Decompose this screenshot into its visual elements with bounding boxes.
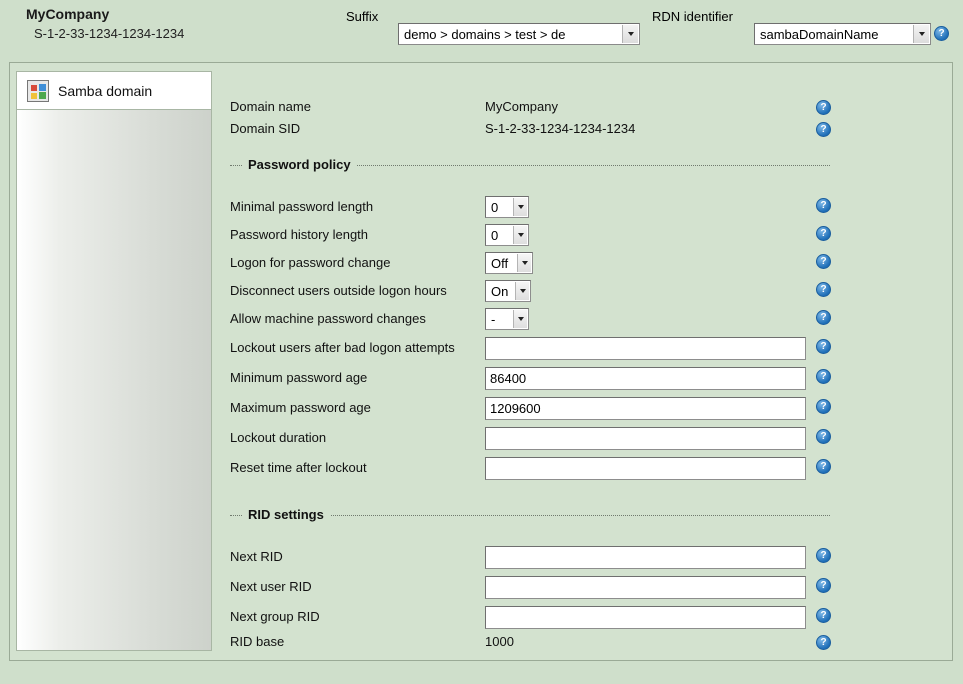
help-icon[interactable]: ? (816, 548, 831, 563)
max-password-age-input[interactable] (485, 397, 806, 420)
chevron-down-icon[interactable] (622, 25, 638, 43)
password-history-select[interactable] (485, 224, 529, 246)
domain-sid-subtitle: S-1-2-33-1234-1234-1234 (34, 26, 185, 41)
help-icon[interactable]: ? (816, 198, 831, 213)
next-group-rid-input[interactable] (485, 606, 806, 629)
next-rid-input[interactable] (485, 546, 806, 569)
tab-column-body (16, 109, 212, 651)
chevron-down-icon[interactable] (515, 282, 529, 300)
domain-name-value: MyCompany (485, 99, 558, 114)
lockout-duration-input[interactable] (485, 427, 806, 450)
min-password-length-select[interactable] (485, 196, 529, 218)
window-header (8, 6, 955, 54)
tab-samba-domain[interactable] (16, 71, 212, 109)
windows-icon (27, 80, 49, 102)
next-group-rid-label: Next group RID (230, 609, 320, 624)
lockout-duration-label: Lockout duration (230, 430, 327, 445)
section-rid-settings-label: RID settings (242, 507, 330, 522)
help-icon[interactable]: ? (816, 399, 831, 414)
section-rid-settings (230, 508, 830, 522)
section-password-policy-label: Password policy (242, 157, 357, 172)
logon-for-password-change-label: Logon for password change (230, 255, 391, 270)
rdn-identifier-label: RDN identifier (652, 9, 733, 24)
tab-column (16, 71, 212, 651)
help-icon[interactable]: ? (816, 429, 831, 444)
page-title: MyCompany (26, 6, 110, 22)
disconnect-users-label: Disconnect users outside logon hours (230, 283, 447, 298)
next-user-rid-input[interactable] (485, 576, 806, 599)
help-icon[interactable]: ? (816, 310, 831, 325)
help-icon[interactable]: ? (816, 635, 831, 650)
disconnect-users-value: On (491, 283, 509, 299)
lockout-users-input[interactable] (485, 337, 806, 360)
chevron-down-icon[interactable] (517, 254, 531, 272)
section-password-policy (230, 158, 830, 172)
min-password-age-label: Minimum password age (230, 370, 368, 385)
reset-time-input[interactable] (485, 457, 806, 480)
domain-name-label: Domain name (230, 99, 311, 114)
machine-password-changes-select[interactable] (485, 308, 529, 330)
logon-for-password-change-select[interactable] (485, 252, 533, 274)
suffix-select-value: demo > domains > test > de (404, 26, 566, 42)
max-password-age-label: Maximum password age (230, 400, 371, 415)
rdn-identifier-select[interactable] (754, 23, 931, 45)
suffix-label: Suffix (346, 9, 379, 24)
help-icon[interactable]: ? (816, 100, 831, 115)
disconnect-users-select[interactable] (485, 280, 531, 302)
help-icon[interactable]: ? (816, 608, 831, 623)
help-icon[interactable]: ? (816, 254, 831, 269)
help-icon[interactable]: ? (934, 26, 949, 41)
rdn-identifier-value: sambaDomainName (760, 26, 879, 42)
min-password-age-input[interactable] (485, 367, 806, 390)
rid-base-label: RID base (230, 634, 285, 649)
help-icon[interactable]: ? (816, 282, 831, 297)
help-icon[interactable]: ? (816, 459, 831, 474)
help-icon[interactable]: ? (816, 339, 831, 354)
help-icon[interactable]: ? (816, 369, 831, 384)
min-password-length-value: 0 (491, 199, 499, 215)
machine-password-changes-value: - (491, 311, 496, 327)
chevron-down-icon[interactable] (513, 198, 527, 216)
password-history-value: 0 (491, 227, 499, 243)
chevron-down-icon[interactable] (513, 310, 527, 328)
chevron-down-icon[interactable] (513, 226, 527, 244)
help-icon[interactable]: ? (816, 122, 831, 137)
min-password-length-label: Minimal password length (230, 199, 374, 214)
password-history-label: Password history length (230, 227, 369, 242)
next-rid-label: Next RID (230, 549, 283, 564)
next-user-rid-label: Next user RID (230, 579, 312, 594)
chevron-down-icon[interactable] (913, 25, 929, 43)
domain-form (220, 71, 946, 654)
reset-time-label: Reset time after lockout (230, 460, 367, 475)
logon-for-password-change-value: Off (491, 255, 509, 271)
help-icon[interactable]: ? (816, 578, 831, 593)
lockout-users-label: Lockout users after bad logon attempts (230, 340, 455, 355)
rid-base-value: 1000 (485, 634, 514, 649)
help-icon[interactable]: ? (816, 226, 831, 241)
machine-password-changes-label: Allow machine password changes (230, 311, 426, 326)
suffix-select[interactable] (398, 23, 640, 45)
domain-sid-value: S-1-2-33-1234-1234-1234 (485, 121, 636, 136)
domain-sid-label: Domain SID (230, 121, 301, 136)
main-panel (9, 62, 953, 661)
tab-samba-domain-label: Samba domain (58, 82, 153, 99)
